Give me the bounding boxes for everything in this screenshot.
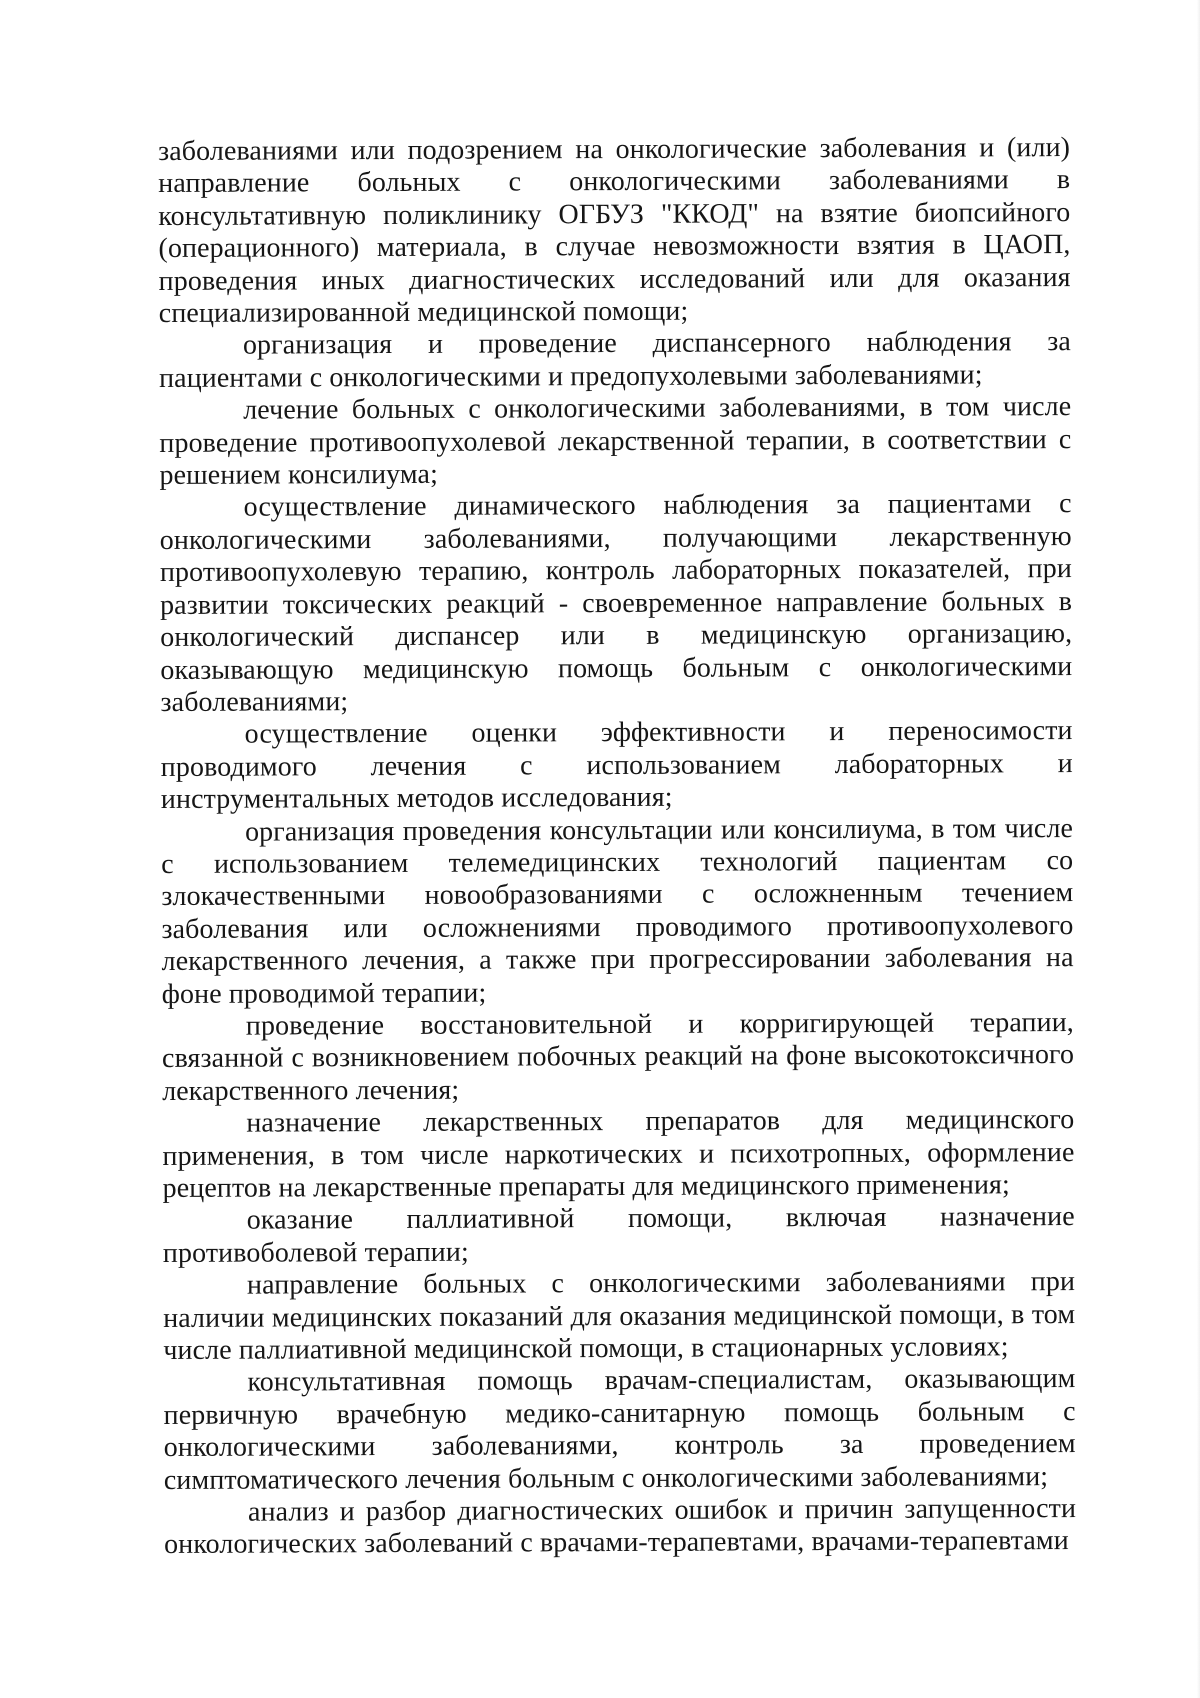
paragraph-error-analysis: анализ и разбор диагностических ошибок и причин запущенности онкологических заболеваний с врачами-терапевтами, врачами-терапевтами: [164, 1493, 1077, 1561]
paragraph-prescription: назначение лекарственных препаратов для медицинского применения, в том числе наркотических и психотропных, оформление рецептов на лекарственные препараты для медицинского применения;: [162, 1104, 1075, 1204]
document-body: [158, 132, 1076, 1562]
paragraph-effectiveness-assessment: осуществление оценки эффективности и переносимости проводимого лечения с использованием лабораторных и инструментальных методов исследования;: [160, 715, 1073, 816]
paragraph-dispensary-observation: организация и проведение диспансерного наблюдения за пациентами с онкологическими и предопухолевыми заболеваниями;: [158, 326, 1071, 394]
paragraph-inpatient-referral: направление больных с онкологическими заболеваниями при наличии медицинских показаний для оказания медицинской помощи, в том числе паллиативной медицинской помощи, в стационарных условиях;: [163, 1266, 1076, 1367]
paragraph-treatment: лечение больных с онкологическими заболеваниями, в том числе проведение противоопухолевой лекарственной терапии, в соответствии с решением консилиума;: [159, 391, 1072, 492]
paragraph-palliative-care: оказание паллиативной помощи, включая назначение противоболевой терапии;: [162, 1201, 1075, 1269]
paragraph-restorative-therapy: проведение восстановительной и корригирующей терапии, связанной с возникновением побочных реакций на фоне высокотоксичного лекарственного лечения;: [161, 1006, 1075, 1107]
paragraph-continued: заболеваниями или подозрением на онкологические заболевания и (или) направление больных с онкологическими заболеваниями в консультативную поликлинику ОГБУЗ "ККОД" на взятие биопсийного (операционного) материала, в случае невозможности взятия в ЦАОП, проведения иных диагностических исследований или для оказания специализированной медицинской помощи;: [158, 132, 1071, 330]
paragraph-dynamic-observation: осуществление динамического наблюдения за пациентами с онкологическими заболеваниями, получающими лекарственную противоопухолевую терапию, контроль лабораторных показателей, при развитии токсических реакций - своевременное направление больных в онкологический диспансер или в медицинскую организацию, оказывающую медицинскую помощь больным с онкологическими заболеваниями;: [159, 488, 1073, 718]
paragraph-consultation: организация проведения консультации или консилиума, в том числе с использованием телемедицинских технологий пациентам со злокачественными новообразованиями с осложненным течением заболевания или осложнениями проводимого противоопухолевого лекарственного лечения, а также при прогрессировании заболевания на фоне проводимой терапии;: [161, 812, 1074, 1010]
paragraph-specialist-consultation: консультативная помощь врачам-специалистам, оказывающим первичную врачебную медико-санитарную помощь больным с онкологическими заболеваниями, контроль за проведением симптоматического лечения больным с онкологическими заболеваниями;: [163, 1363, 1076, 1496]
